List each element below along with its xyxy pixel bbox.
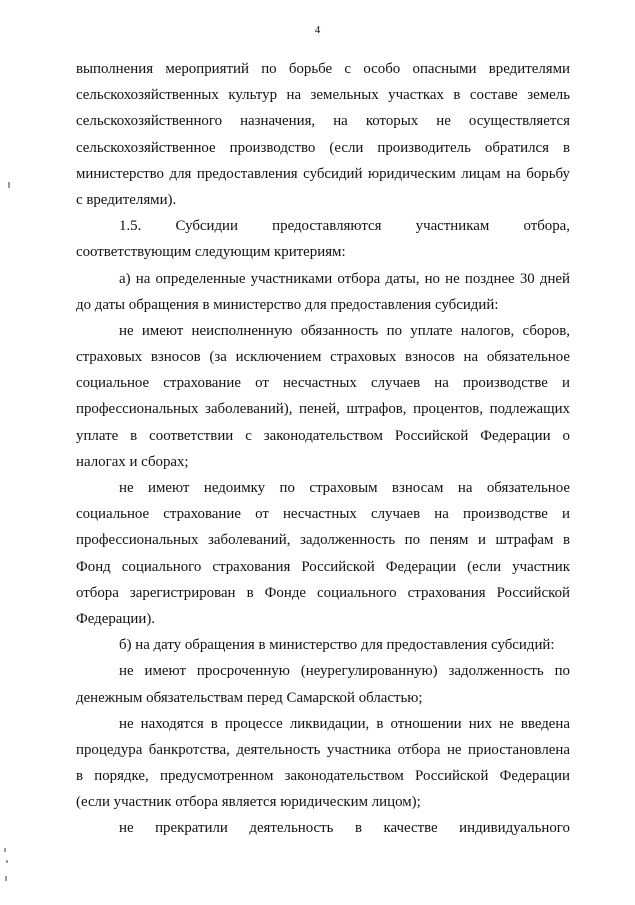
text-line: денежным обязательствам перед Самарской областью; [76,689,423,706]
scan-artifact [4,848,6,852]
text-line: сельскохозяйственных культур на земельных участках в составе земель [76,87,570,104]
text-line: сельскохозяйственное производство (если производитель обратился в [76,139,570,156]
scan-artifact [5,876,7,881]
text-line: (если участник отбора является юридическим лицом); [76,794,421,811]
text-line: не находятся в процессе ликвидации, в отношении них не введена [119,715,570,732]
text-line: Фонд социального страхования Российской Федерации (если участник [76,558,570,575]
text-line: профессиональных заболеваний, задолженность по пеням и штрафам в [76,532,570,549]
section-heading-line: 1.5. Субсидии предоставляются участникам отбора, [119,218,570,235]
text-line: не имеют просроченную (неурегулированную) задолженность по [119,663,570,680]
scan-artifact [6,860,8,863]
text-line: не имеют недоимку по страховым взносам на обязательное [119,480,570,496]
scan-artifact [8,182,10,188]
text-line: процедура банкротства, деятельность участника отбора не приостановлена [76,741,570,758]
text-line: профессиональных заболеваний), пеней, штрафов, процентов, подлежащих [76,401,570,418]
text-line: страховых взносов (за исключением страховых взносов на обязательное [76,349,570,366]
text-line: не прекратили деятельность в качестве индивидуального [119,820,570,837]
text-line: уплате в соответствии с законодательством Российской Федерации о [76,427,570,444]
text-line: социальное страхование от несчастных случаев на производстве и [76,375,570,392]
document-body [76,56,570,842]
text-line: министерство для предоставления субсидий юридическим лицам на борьбу [76,165,570,182]
text-line: Федерации). [76,610,156,627]
text-line: а) на определенные участниками отбора даты, но не позднее 30 дней [119,270,570,287]
text-line: с вредителями). [76,191,177,208]
text-line: социальное страхование от несчастных случаев на производстве и [76,506,570,523]
text-line: соответствующим следующим критериям: [76,244,346,261]
text-line: выполнения мероприятий по борьбе с особо опасными вредителями [76,61,570,77]
page-number: 4 [314,24,321,36]
text-line: б) на дату обращения в министерство для предоставления субсидий: [119,637,555,654]
text-line: не имеют неисполненную обязанность по уплате налогов, сборов, [119,322,570,339]
text-line: налогах и сборах; [76,453,189,470]
text-line: в порядке, предусмотренном законодательством Российской Федерации [76,768,570,785]
text-line: до даты обращения в министерство для предоставления субсидий: [76,296,499,313]
text-line: сельскохозяйственного назначения, на которых не осуществляется [76,113,570,130]
text-line: отбора зарегистрирован в Фонде социального страхования Российской [76,584,570,601]
